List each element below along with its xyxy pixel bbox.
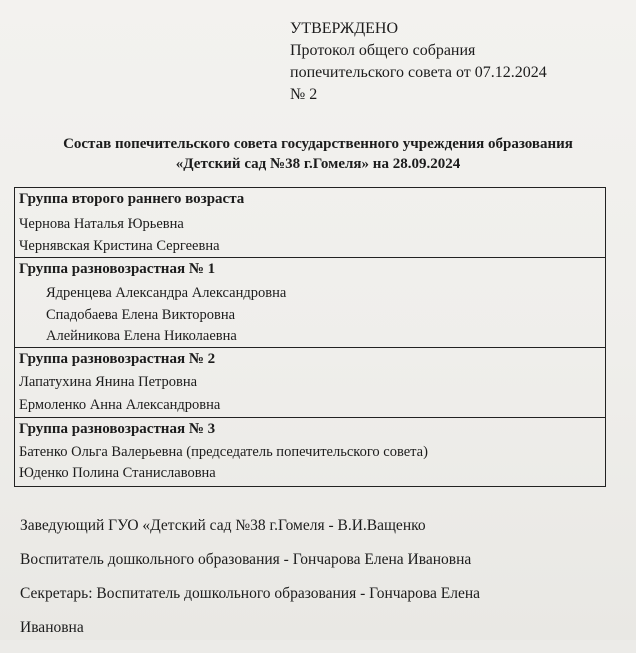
approval-council-date: попечительского совета от 07.12.2024 — [290, 64, 547, 81]
member-row: Лапатухина Янина Петровна — [19, 374, 198, 390]
approval-protocol: Протокол общего собрания — [290, 42, 476, 59]
document-title — [0, 134, 636, 174]
member-row: Алейникова Елена Николаевна — [46, 328, 237, 344]
council-members-table — [14, 187, 606, 487]
signatures — [20, 517, 480, 653]
member-row: Батенко Ольга Валерьевна (председатель попечительского совета) — [19, 444, 428, 460]
group-header: Группа разновозрастная № 1 — [19, 261, 216, 277]
secretary-signature: Секретарь: Воспитатель дошкольного образования - Гончарова Елена — [20, 585, 481, 602]
secretary-signature-continued: Ивановна — [20, 619, 84, 636]
approval-number: № 2 — [290, 86, 318, 103]
member-row: Чернова Наталья Юрьевна — [19, 216, 184, 232]
group-early-age — [15, 188, 605, 257]
member-row: Ермоленко Анна Александровна — [19, 397, 221, 413]
document-title-line-1: Состав попечительского совета государственного учреждения образования — [63, 136, 573, 152]
teacher-signature: Воспитатель дошкольного образования - Гончарова Елена Ивановна — [20, 551, 472, 568]
document-title-line-2: «Детский сад №38 г.Гомеля» на 28.09.2024 — [175, 156, 461, 172]
member-row: Спадобаева Елена Викторовна — [46, 307, 236, 323]
approval-stamp — [290, 18, 547, 106]
member-row: Юденко Полина Станиславовна — [19, 465, 216, 481]
approval-title: УТВЕРЖДЕНО — [290, 20, 399, 37]
member-row: Чернявская Кристина Сергеевна — [19, 238, 220, 254]
group-mixed-age-2 — [15, 347, 605, 417]
group-mixed-age-1 — [15, 257, 605, 347]
group-mixed-age-3 — [15, 417, 605, 486]
member-row: Ядренцева Александра Александровна — [46, 285, 287, 301]
group-header: Группа разновозрастная № 3 — [19, 421, 216, 437]
group-header: Группа разновозрастная № 2 — [19, 351, 216, 367]
group-header: Группа второго раннего возраста — [19, 191, 245, 207]
head-signature: Заведующий ГУО «Детский сад №38 г.Гомеля - В.И.Ващенко — [20, 517, 426, 534]
